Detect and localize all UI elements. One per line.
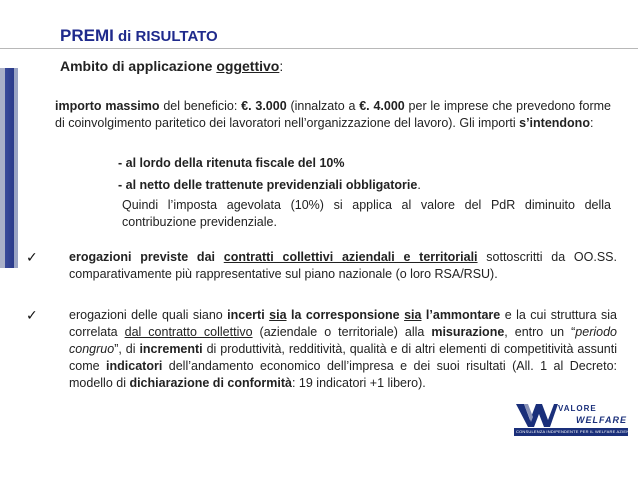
valore-welfare-logo xyxy=(514,400,641,440)
section-subtitle xyxy=(60,58,283,74)
text: (aziendale o territoriale) alla xyxy=(252,325,432,339)
page-title xyxy=(60,26,218,46)
text-bold-underlined: contratti collettivi aziendali e territoriali xyxy=(223,250,478,264)
text: sottoscritti da OO.SS. comparativamente più rappresentative sul piano nazionale (o loro RSA/RSU). xyxy=(69,250,617,281)
text: dell’andamento economico dell’impresa e dei suoi risultati (All. 1 al Decreto: modello di xyxy=(69,359,617,390)
text-bold: la corresponsione xyxy=(286,308,405,322)
text: di produttività, redditività, qualità e di altri elementi di competitività assunti come xyxy=(69,342,618,373)
text: : xyxy=(589,116,594,130)
dash-item-lordo: - al lordo della ritenuta fiscale del 10% xyxy=(118,156,345,170)
text-bold-underlined: sia xyxy=(269,308,287,322)
dash-item-netto xyxy=(118,177,421,194)
paragraph-quindi: Quindi l’imposta agevolata (10%) si applica al valore del PdR diminuito della contribuzione previdenziale. xyxy=(122,198,611,229)
text-bold: l’ammontare xyxy=(421,308,501,322)
text-bold: indicatori xyxy=(106,359,163,373)
text-bold-underlined: sia xyxy=(404,308,422,322)
text: ”, di xyxy=(114,342,140,356)
check-item-erogazioni xyxy=(69,307,617,392)
text-bold: s’intendono xyxy=(519,116,590,130)
text-bold: incerti xyxy=(227,308,265,322)
text-underlined: dal contratto collettivo xyxy=(124,325,253,339)
checkmark-icon: ✓ xyxy=(26,249,38,265)
text: e la cui struttura sia correlata xyxy=(69,308,617,339)
subtitle-colon: : xyxy=(279,58,284,74)
text-bold: €. 3.000 xyxy=(241,99,287,113)
check-item-contratti xyxy=(69,249,617,283)
sidebar-accent xyxy=(0,68,18,268)
subtitle-text: Ambito di applicazione xyxy=(60,58,217,74)
title-rule xyxy=(0,48,638,49)
logo-w-icon xyxy=(514,400,558,428)
text: , entro un “ xyxy=(504,325,576,339)
checkmark-icon: ✓ xyxy=(26,307,38,323)
title-part: PREMI xyxy=(60,26,114,45)
text-bold: dichiarazione di conformità xyxy=(129,376,292,390)
text: (innalzato a xyxy=(286,99,360,113)
text: del beneficio: xyxy=(159,99,242,113)
logo-line2: WELFARE xyxy=(576,415,627,425)
text-bold: importo massimo xyxy=(55,99,160,113)
logo-tagline: CONSULENZA INDIPENDENTE PER IL WELFARE AZIENDALE xyxy=(516,429,641,434)
subtitle-underlined: oggettivo xyxy=(216,58,280,74)
paragraph-importo xyxy=(55,98,611,132)
text: : 19 indicatori +1 libero). xyxy=(291,376,426,390)
text-bold: €. 4.000 xyxy=(359,99,405,113)
text-bold: erogazioni previste dai xyxy=(69,250,224,264)
text: per le imprese che prevedono forme di coinvolgimento paritetico dei lavoratori nell’organizzazione del lavoro). Gli importi xyxy=(55,99,612,130)
logo-line1: VALORE xyxy=(558,404,597,413)
text-italic: periodo congruo xyxy=(69,325,617,356)
text-bold: incrementi xyxy=(139,342,203,356)
title-part: di RISULTATO xyxy=(113,28,218,45)
text: erogazioni delle quali siano xyxy=(69,308,228,322)
dash-item-text: - al netto delle trattenute previdenziali obbligatorie xyxy=(118,178,418,192)
text-bold: misurazione xyxy=(431,325,505,339)
dash-item-period: . xyxy=(417,178,421,192)
